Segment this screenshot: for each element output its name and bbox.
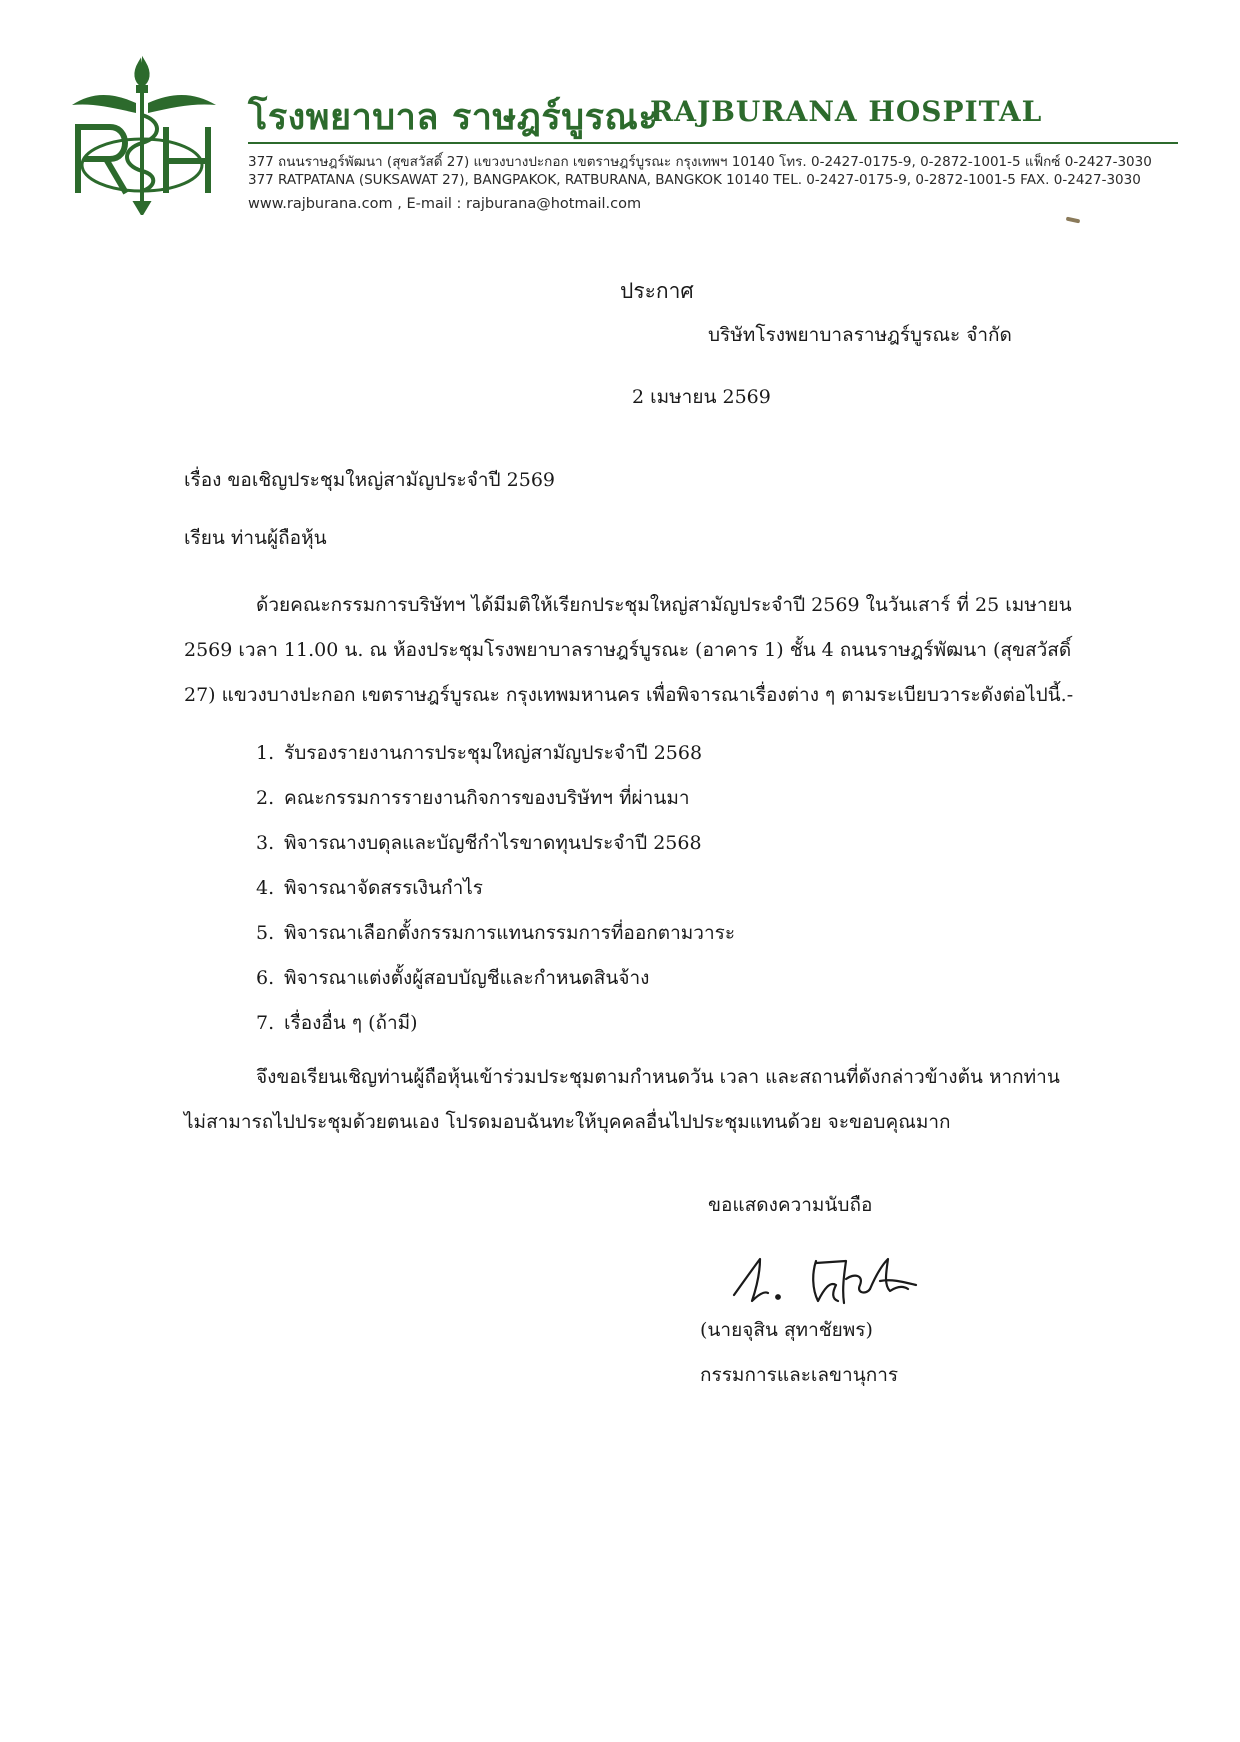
agenda-text: รับรองรายงานการประชุมใหญ่สามัญประจำปี 2568 bbox=[284, 742, 703, 764]
agenda-item bbox=[256, 963, 735, 1008]
agenda-item bbox=[256, 828, 735, 873]
body-paragraph-line: 2569 เวลา 11.00 น. ณ ห้องประชุมโรงพยาบาลราษฎร์บูรณะ (อาคาร 1) ชั้น 4 ถนนราษฎร์พัฒนา (สุขสวัสดิ์ bbox=[184, 639, 1072, 661]
agenda-number: 6. bbox=[256, 967, 275, 989]
agenda-text: พิจารณาจัดสรรเงินกำไร bbox=[284, 877, 483, 899]
agenda-item bbox=[256, 873, 735, 918]
agenda-item bbox=[256, 783, 735, 828]
salutation: เรียน ท่านผู้ถือหุ้น bbox=[184, 527, 327, 549]
subject-line: เรื่อง ขอเชิญประชุมใหญ่สามัญประจำปี 2569 bbox=[184, 469, 555, 491]
body-paragraph-line: 27) แขวงบางปะกอก เขตราษฎร์บูรณะ กรุงเทพมหานคร เพื่อพิจารณาเรื่องต่าง ๆ ตามระเบียบวาระดังต่อไปนี้.- bbox=[184, 684, 1074, 706]
notice-heading: ประกาศ bbox=[620, 279, 694, 303]
paper-mark bbox=[1066, 217, 1081, 224]
agenda-number: 1. bbox=[256, 742, 275, 764]
agenda-number: 4. bbox=[256, 877, 275, 899]
hospital-logo-icon bbox=[70, 55, 220, 215]
signer-title: กรรมการและเลขานุการ bbox=[700, 1364, 899, 1386]
letterhead-divider bbox=[248, 142, 1178, 144]
agenda-item bbox=[256, 1008, 735, 1053]
closing-paragraph-line: จึงขอเรียนเชิญท่านผู้ถือหุ้นเข้าร่วมประชุมตามกำหนดวัน เวลา และสถานที่ดังกล่าวข้างต้น หากท่าน bbox=[256, 1066, 1060, 1088]
agenda-text: เรื่องอื่น ๆ (ถ้ามี) bbox=[284, 1012, 418, 1034]
agenda-text: พิจารณางบดุลและบัญชีกำไรขาดทุนประจำปี 2568 bbox=[284, 832, 702, 854]
agenda-number: 7. bbox=[256, 1012, 275, 1034]
address-thai: 377 ถนนราษฎร์พัฒนา (สุขสวัสดิ์ 27) แขวงบางปะกอก เขตราษฎร์บูรณะ กรุงเทพฯ 10140 โทร. 0-2427-0175-9, 0-2872-1001-5 แฟ็กซ์ 0-2427-3030 bbox=[248, 154, 1152, 170]
web-email: www.rajburana.com , E-mail : rajburana@hotmail.com bbox=[248, 196, 642, 212]
agenda-list bbox=[256, 738, 735, 1053]
agenda-number: 2. bbox=[256, 787, 275, 809]
notice-date: 2 เมษายน 2569 bbox=[632, 386, 771, 408]
handwritten-signature bbox=[720, 1245, 930, 1315]
agenda-text: คณะกรรมการรายงานกิจการของบริษัทฯ ที่ผ่านมา bbox=[284, 787, 690, 809]
address-english: 377 RATPATANA (SUKSAWAT 27), BANGPAKOK, RATBURANA, BANGKOK 10140 TEL. 0-2427-0175-9, 0-2872-1001-5 FAX. 0-2427-3030 bbox=[248, 172, 1141, 188]
agenda-number: 5. bbox=[256, 922, 275, 944]
sign-off: ขอแสดงความนับถือ bbox=[708, 1194, 873, 1216]
hospital-name-english: RAJBURANA HOSPITAL bbox=[650, 95, 1043, 128]
agenda-item bbox=[256, 918, 735, 963]
hospital-name-thai: โรงพยาบาล ราษฎร์บูรณะ bbox=[248, 97, 659, 138]
agenda-item bbox=[256, 738, 735, 783]
company-name: บริษัทโรงพยาบาลราษฎร์บูรณะ จำกัด bbox=[708, 324, 1012, 346]
body-paragraph-line: ด้วยคณะกรรมการบริษัทฯ ได้มีมติให้เรียกประชุมใหญ่สามัญประจำปี 2569 ในวันเสาร์ ที่ 25 เมษายน bbox=[256, 594, 1072, 616]
closing-paragraph-line: ไม่สามารถไปประชุมด้วยตนเอง โปรดมอบฉันทะให้บุคคลอื่นไปประชุมแทนด้วย จะขอบคุณมาก bbox=[184, 1111, 951, 1133]
signer-name: (นายจุสิน สุทาชัยพร) bbox=[700, 1319, 873, 1341]
agenda-text: พิจารณาแต่งตั้งผู้สอบบัญชีและกำหนดสินจ้าง bbox=[284, 967, 650, 989]
agenda-number: 3. bbox=[256, 832, 275, 854]
agenda-text: พิจารณาเลือกตั้งกรรมการแทนกรรมการที่ออกตามวาระ bbox=[284, 922, 736, 944]
